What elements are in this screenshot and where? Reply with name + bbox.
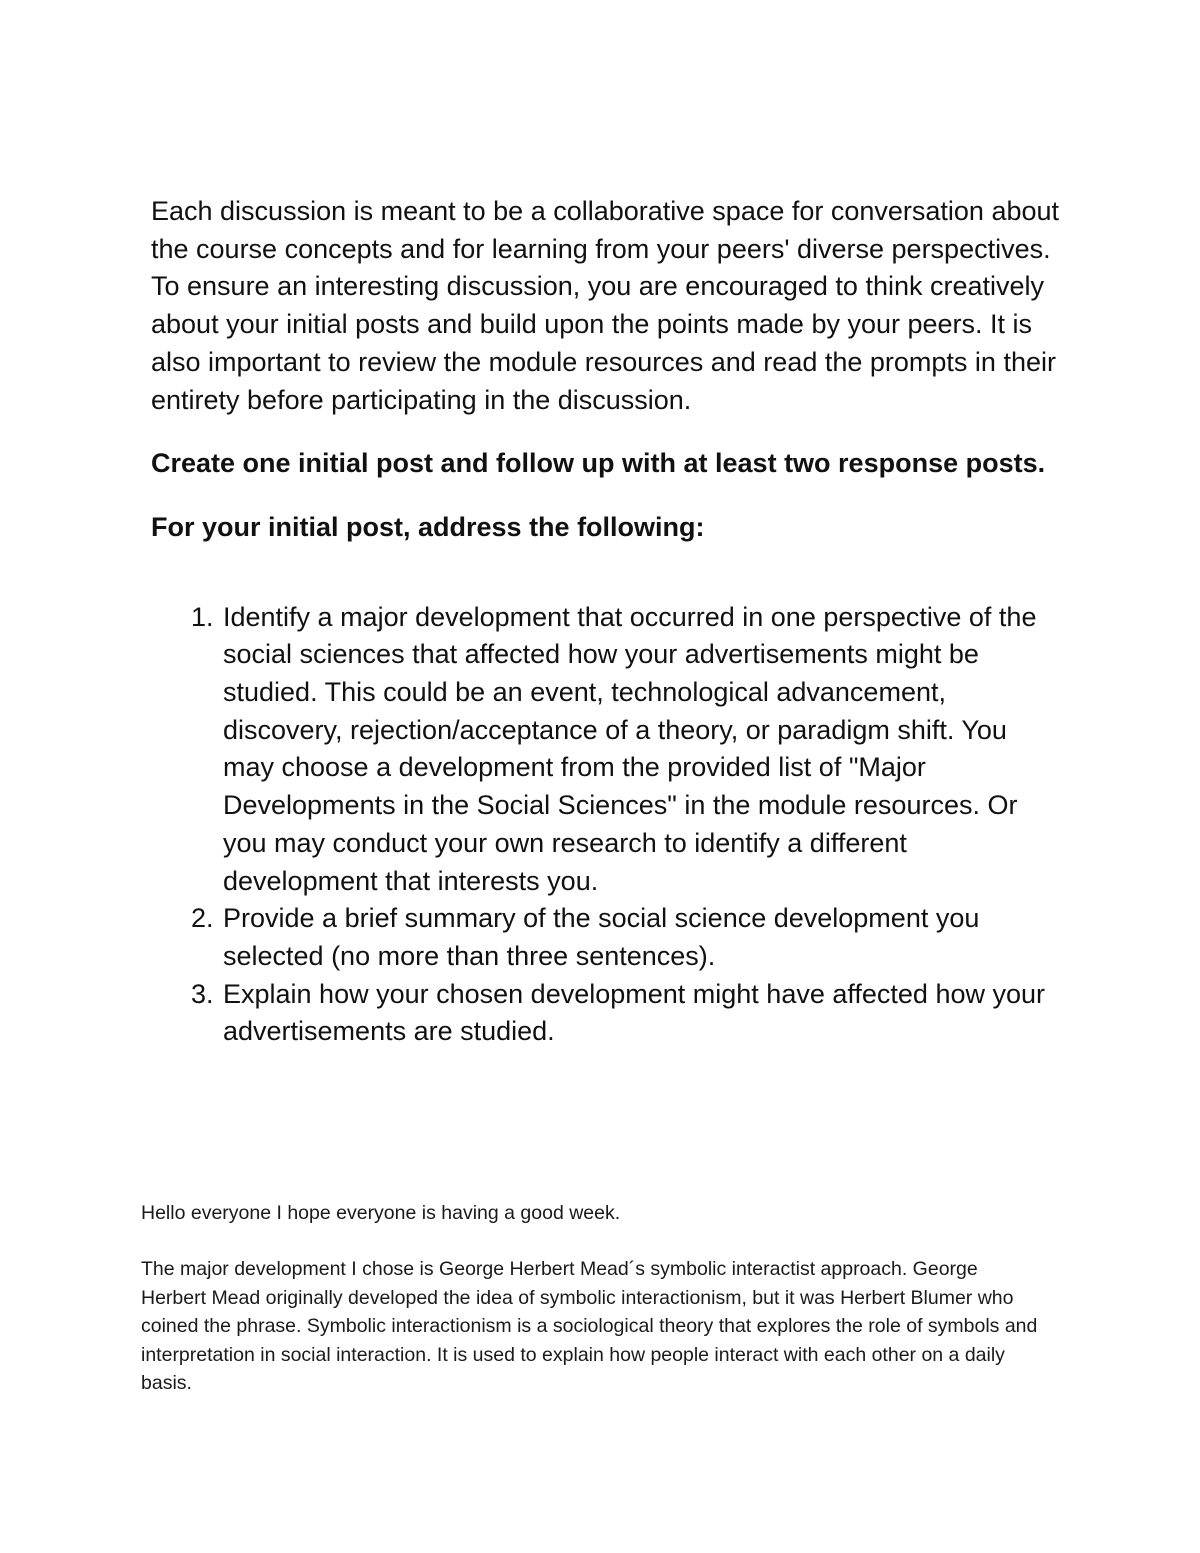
question-list xyxy=(151,599,1061,1051)
list-item: 3. Explain how your chosen development might have affected how your advertisements are studied. xyxy=(221,976,1061,1051)
list-item: 2. Provide a brief summary of the social science development you selected (no more than three sentences). xyxy=(221,900,1061,975)
response-body: The major development I chose is George Herbert Mead´s symbolic interactist approach. George Herbert Mead originally developed the idea of symbolic interactionism, but it was Herbert Blumer who coined the phrase. Symbolic interactionism is a sociological theory that explores the role of symbols and interpretation in social interaction. It is used to explain how people interact with each other on a daily basis. xyxy=(141,1258,1038,1395)
student-response xyxy=(141,1199,1041,1397)
instruction-heading: Create one initial post and follow up with at least two response posts. xyxy=(151,448,1046,479)
initial-post-heading: For your initial post, address the following: xyxy=(151,511,705,542)
response-greeting: Hello everyone I hope everyone is having a good week. xyxy=(141,1202,621,1224)
intro-paragraph: Each discussion is meant to be a collaborative space for conversation about the course concepts and for learning from your peers' diverse perspectives. To ensure an interesting discussion, you are encouraged to think creatively about your initial posts and build upon the points made by your peers. It is also important to review the module resources and read the prompts in their entirety before participating in the discussion. xyxy=(151,196,1060,415)
list-item: 1. Identify a major development that occurred in one perspective of the social sciences that affected how your advertisements might be studied. This could be an event, technological advancement, discovery, rejection/acceptance of a theory, or paradigm shift. You may choose a development from the provided list of "Major Developments in the Social Sciences" in the module resources. Or you may conduct your own research to identify a different development that interests you. xyxy=(221,599,1061,901)
discussion-prompt xyxy=(151,193,1061,1051)
